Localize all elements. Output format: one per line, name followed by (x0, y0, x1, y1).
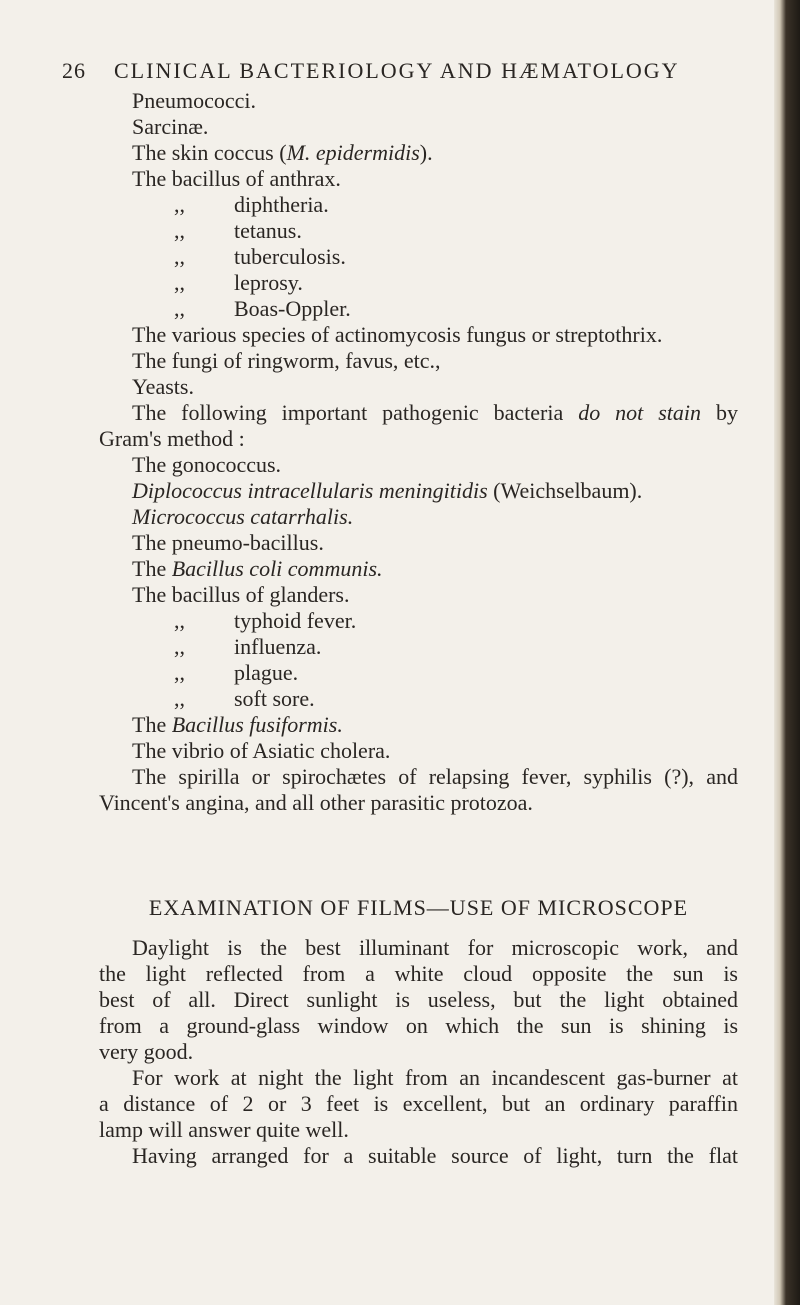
list-item: The fungi of ringworm, favus, etc., (132, 348, 441, 373)
paragraph-line: best of all. Direct sunlight is useless, but the light obtained (99, 987, 738, 1012)
page-edge-shadow (774, 0, 800, 1305)
text-run: by (701, 400, 739, 425)
list-item (132, 504, 353, 530)
paragraph-line: Gram's method : (99, 426, 245, 451)
ditto-mark: ,, (174, 608, 185, 633)
list-item (132, 140, 433, 166)
list-item (132, 296, 351, 322)
ditto-mark: ,, (174, 218, 185, 243)
list-item (132, 218, 302, 244)
ditto-mark: ,, (174, 686, 185, 711)
italic-text: Micrococcus catarrhalis. (132, 504, 354, 529)
paragraph-line: lamp will answer quite well. (99, 1117, 349, 1142)
paragraph-line: the light reflected from a white cloud opposite the sun is (99, 961, 738, 986)
italic-text: M. epidermidis (286, 140, 420, 165)
list-item (132, 244, 346, 270)
list-item (132, 712, 343, 738)
text-run: Boas-Oppler. (234, 296, 351, 321)
paragraph-line: a distance of 2 or 3 feet is excellent, but an ordinary paraffin (99, 1091, 738, 1116)
running-title: CLINICAL BACTERIOLOGY AND HÆMATOLOGY (114, 58, 680, 83)
ditto-mark: ,, (174, 660, 185, 685)
paragraph-line: The spirilla or spirochætes of relapsing fever, syphilis (?), and (132, 764, 738, 789)
list-item: The bacillus of glanders. (132, 582, 350, 607)
list-item (132, 686, 315, 712)
list-item (132, 608, 356, 634)
text-run: ). (419, 140, 433, 165)
ditto-mark: ,, (174, 296, 185, 321)
running-header (62, 58, 680, 84)
ditto-mark: ,, (174, 270, 185, 295)
text-run: soft sore. (234, 686, 315, 711)
italic-text: do not stain (578, 400, 702, 425)
paragraph-line (132, 400, 738, 426)
section-heading: EXAMINATION OF FILMS—USE OF MICROSCOPE (148, 895, 689, 920)
page-number: 26 (62, 58, 86, 83)
text-run: (Weichselbaum). (487, 478, 643, 503)
italic-text: Bacillus fusiformis. (171, 712, 343, 737)
italic-text: Bacillus coli communis. (171, 556, 383, 581)
list-item (132, 192, 329, 218)
list-item (132, 660, 298, 686)
text-run: The following important pathogenic bacteria (132, 400, 579, 425)
paragraph-line: very good. (99, 1039, 194, 1064)
text-run: tetanus. (234, 218, 302, 243)
list-item (132, 478, 642, 504)
list-item: The vibrio of Asiatic cholera. (132, 738, 391, 763)
list-item: The gonococcus. (132, 452, 282, 477)
text-run: influenza. (234, 634, 322, 659)
text-run: The (132, 712, 172, 737)
list-item: The pneumo-bacillus. (132, 530, 324, 555)
text-run: diphtheria. (234, 192, 329, 217)
paragraph-line: Having arranged for a suitable source of light, turn the flat (132, 1143, 738, 1168)
paragraph-line: Daylight is the best illuminant for microscopic work, and (132, 935, 738, 960)
text-run: typhoid fever. (234, 608, 357, 633)
list-item: Sarcinæ. (132, 114, 209, 139)
list-item (132, 270, 303, 296)
text-run: plague. (234, 660, 299, 685)
list-item: The bacillus of anthrax. (132, 166, 341, 191)
italic-text: Diplococcus intracellularis meningitidis (132, 478, 488, 503)
text-run: leprosy. (234, 270, 303, 295)
paragraph-line: from a ground-glass window on which the sun is shining is (99, 1013, 738, 1038)
text-run: The skin coccus ( (132, 140, 287, 165)
list-item: Pneumococci. (132, 88, 257, 113)
ditto-mark: ,, (174, 634, 185, 659)
text-run: tuberculosis. (234, 244, 346, 269)
text-run: The (132, 556, 172, 581)
list-item (132, 634, 321, 660)
ditto-mark: ,, (174, 192, 185, 217)
list-item: The various species of actinomycosis fungus or streptothrix. (132, 322, 663, 347)
paragraph-line: Vincent's angina, and all other parasitic protozoa. (99, 790, 533, 815)
paragraph-line: For work at night the light from an incandescent gas-burner at (132, 1065, 738, 1090)
ditto-mark: ,, (174, 244, 185, 269)
list-item: Yeasts. (132, 374, 194, 399)
list-item (132, 556, 383, 582)
